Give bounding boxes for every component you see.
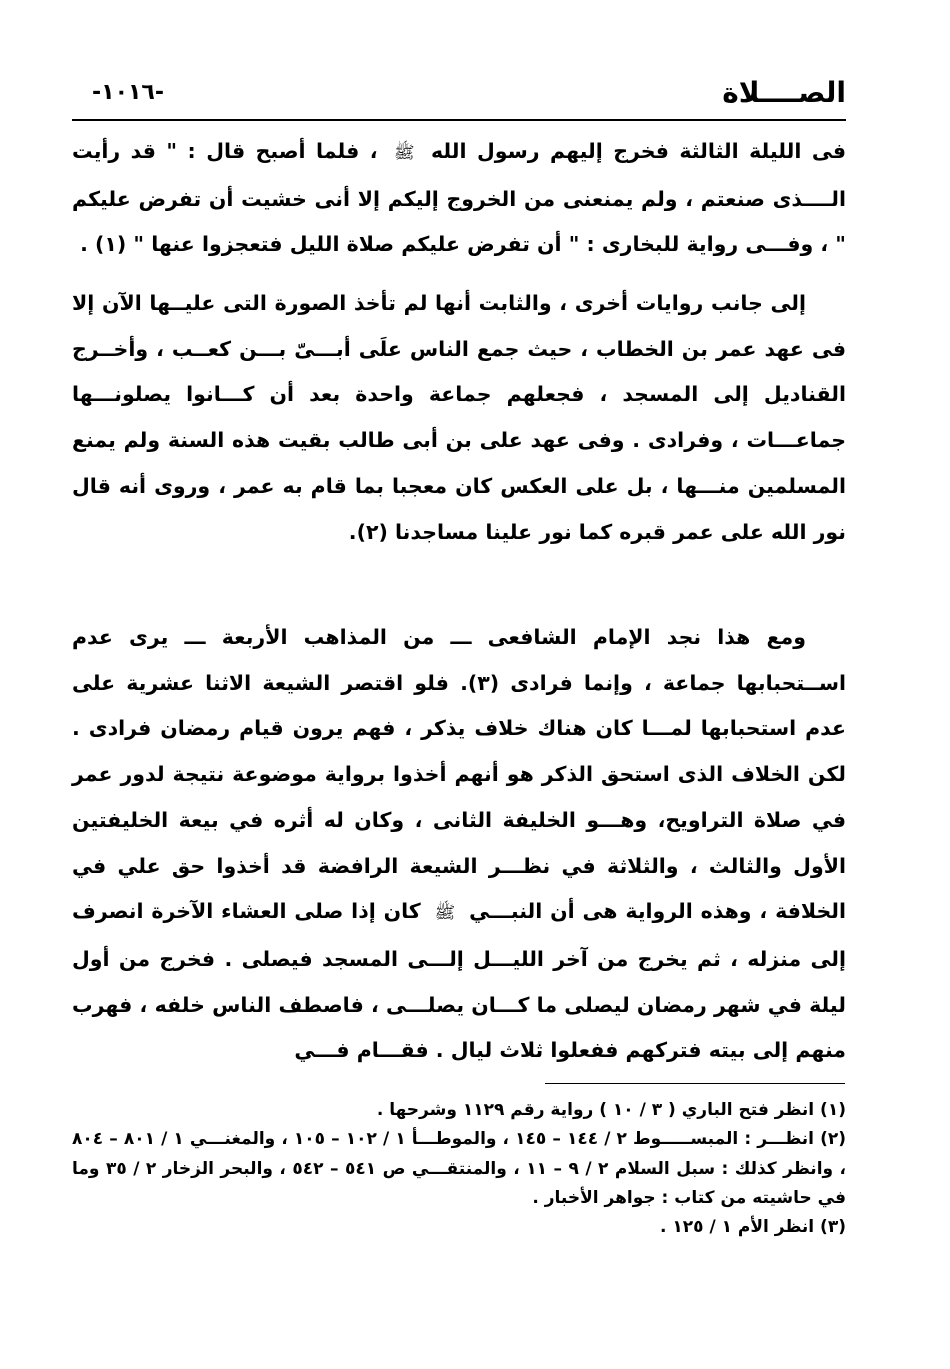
footnotes [72, 1096, 846, 1242]
paragraph-3-text-end: كان إذا صلى العشاء الآخرة انصرف إلى منزله ، ثم يخرج من آخر الليـــل إلـــى المسجد فيصلى . فخرج من أول ليلة في شهر رمضان ليصلى ما كـــان يصلـــى ، فاصطف الناس خلفه ، فهرب منهم إلى بيته فتركهم ففعلوا ثلاث ليال . فقـــام فـــي [72, 899, 846, 1063]
paragraph-3-text-start: ومع هذا نجد الإمام الشافعى ـــ من المذاهب الأربعة ـــ يرى عدم اســتحبابها جماعة ، وإنما فرادى (٣). فلو اقتصر الشيعة الاثنا عشرية على عدم استحبابها لمـــا كان هناك خلاف يذكر ، فهم يرون قيام رمضان فرادى . لكن الخلاف الذى استحق الذكر هو أنهم أخذوا برواية موضوعة نتيجة لدور عمر في صلاة التراويح، وهـــو الخليفة الثانى ، وكان له أثره في بيعة الخليفتين الأول والثالث ، والثلاثة في نظـــر الشيعة الرافضة قد أخذوا حق علي في الخلافة ، وهذه الرواية هى أن النبـــي [72, 625, 847, 924]
page-number: -١٠١٦- [92, 80, 164, 105]
footnote-divider [545, 1083, 845, 1084]
footnote-3: (٣) انظر الأم ١ / ١٢٥ . [660, 1217, 846, 1238]
paragraph-2 [72, 281, 846, 555]
footnote-2: (٢) انظـــر : المبســـــوط ٢ / ١٤٤ – ١٤٥ ، والموطـــأ ١ / ١٠٢ – ١٠٥ ، والمغنـــي ١ / ٨٠١ – ٨٠٤ ، وانظر كذلك : سبل السلام ٢ / ٩ – ١١ ، والمنتقـــي ص ٥٤١ – ٥٤٢ ، والبحر الزخار ٢ / ٣٥ وما في حاشيته من كتاب : جواهر الأخبار . [72, 1129, 847, 1208]
salawat-icon: ﷺ [393, 143, 415, 163]
paragraph-2-text: إلى جانب روايات أخرى ، والثابت أنها لم تأخذ الصورة التى عليــها الآن إلا فى عهد عمر بن الخطاب ، حيث جمع الناس علَى أبـــىّ بـــن كعــب ، وأخــرج القناديل إلى المسجد ، فجعلهم جماعة واحدة بعد أن كـــانوا يصلونـــها جماعـــات ، وفرادى . وفى عهد على بن أبى طالب بقيت هذه السنة ولم يمنع المسلمين منـــها ، بل على العكس كان معجبا بما قام به عمر ، وروى أنه قال نور الله على عمر قبره كما نور علينا مساجدنا (٢). [72, 291, 846, 544]
page-title: الصــــلاة [722, 76, 846, 109]
page-header [72, 76, 846, 116]
footnote-1: (١) انظر فتح الباري ( ٣ / ١٠ ) رواية رقم ١١٢٩ وشرحها . [376, 1100, 846, 1120]
salawat-icon: ﷺ [434, 903, 456, 924]
paragraph-1 [72, 129, 846, 268]
paragraph-1-text-end: ، فلما أصبح قال : " قد رأيت الــــذى صنعتم ، ولم يمنعنى من الخروج إليكم إلا أنى خشيت أن تفرض عليكم " ، وفـــى رواية للبخارى : " أن تفرض عليكم صلاة الليل فتعجزوا عنها " (١) . [72, 139, 846, 257]
paragraph-1-text-start: فى الليلة الثالثة فخرج إليهم رسول الله [430, 139, 847, 163]
paragraph-3 [72, 615, 846, 1074]
header-divider [72, 119, 846, 121]
